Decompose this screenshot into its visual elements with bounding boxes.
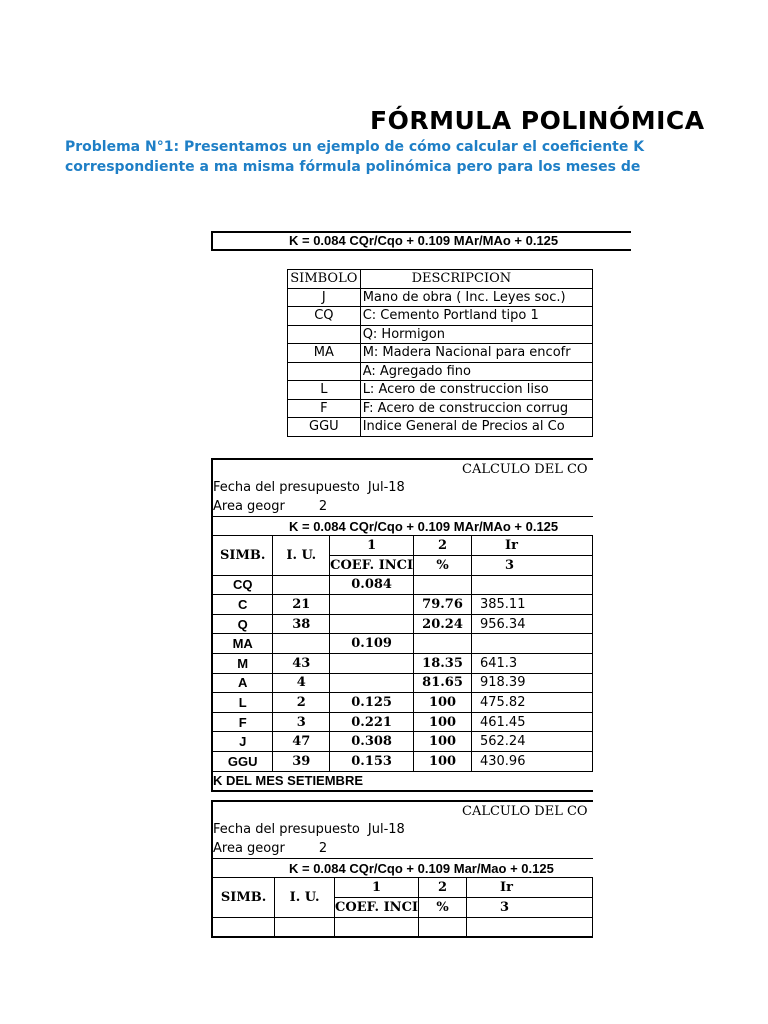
main-formula: K = 0.084 CQr/Cqo + 0.109 MAr/MAo + 0.125 [211, 231, 631, 251]
table-row [212, 575, 593, 595]
symbol-cell: MA [288, 344, 361, 363]
iu-cell [275, 917, 335, 937]
col-iu-header: I. U. [273, 536, 330, 575]
iu-cell: 21 [273, 595, 330, 615]
calc-col-header-row-1 [212, 878, 593, 898]
index-cell: 956.34 [471, 614, 592, 634]
col3-number: Ir [466, 878, 592, 898]
coef-cell: 0.084 [330, 575, 414, 595]
symbol-cell [288, 325, 361, 344]
index-cell: 475.82 [471, 693, 592, 713]
table-row [288, 399, 593, 418]
simb-cell: MA [212, 634, 273, 654]
percent-cell: 79.76 [414, 595, 472, 615]
col-symbol-header: SIMBOLO [288, 270, 361, 289]
k-month-label: K DEL MES SETIEMBRE [212, 771, 593, 791]
col1-number: 1 [330, 536, 414, 556]
calc-formula-row [212, 516, 593, 536]
description-cell: Q: Hormigon [360, 325, 592, 344]
table-row [212, 732, 593, 752]
coef-cell: 0.125 [330, 693, 414, 713]
col1-number: 1 [335, 878, 419, 898]
col2-sub: % [414, 555, 472, 575]
table-row [212, 595, 593, 615]
k-month-row [212, 771, 593, 791]
table-row [288, 307, 593, 326]
area-cell [212, 839, 593, 858]
coef-cell: 0.308 [330, 732, 414, 752]
table-row [212, 712, 593, 732]
table-row [212, 634, 593, 654]
symbol-cell: L [288, 381, 361, 400]
calc-formula: K = 0.084 CQr/Cqo + 0.109 Mar/Mao + 0.125 [212, 858, 593, 878]
col-description-header: DESCRIPCION [360, 270, 592, 289]
calc-header-row [212, 459, 593, 479]
coef-cell: 0.221 [330, 712, 414, 732]
col-simb-header: SIMB. [212, 536, 273, 575]
index-cell: 562.24 [471, 732, 592, 752]
calc-header-title: CALCULO DEL CO [212, 801, 593, 821]
iu-cell: 3 [273, 712, 330, 732]
coef-cell [330, 653, 414, 673]
simb-cell: GGU [212, 751, 273, 771]
percent-cell: 20.24 [414, 614, 472, 634]
budget-date-row [212, 821, 593, 840]
iu-cell: 43 [273, 653, 330, 673]
table-row [212, 751, 593, 771]
col1-sub: COEF. INCI [335, 897, 419, 917]
symbol-cell: J [288, 288, 361, 307]
area-label: Area geogr [213, 840, 285, 856]
percent-cell: 100 [414, 751, 472, 771]
area-cell [212, 497, 593, 516]
symbol-table-header [288, 270, 593, 289]
percent-cell: 18.35 [414, 653, 472, 673]
symbol-cell: F [288, 399, 361, 418]
col-iu-header: I. U. [275, 878, 335, 917]
col3-sub: 3 [471, 555, 592, 575]
budget-date-row [212, 479, 593, 498]
col2-number: 2 [414, 536, 472, 556]
calc-formula: K = 0.084 CQr/Cqo + 0.109 MAr/MAo + 0.125 [212, 516, 593, 536]
description-cell: M: Madera Nacional para encofr [360, 344, 592, 363]
description-cell: F: Acero de construccion corrug [360, 399, 592, 418]
iu-cell: 2 [273, 693, 330, 713]
budget-date-label: Fecha del presupuesto [213, 480, 360, 496]
coef-cell [335, 917, 419, 937]
budget-date-label: Fecha del presupuesto [213, 822, 360, 838]
col3-number: Ir [471, 536, 592, 556]
coef-cell [330, 673, 414, 693]
iu-cell [273, 575, 330, 595]
table-row [212, 917, 593, 937]
calc-header-row [212, 801, 593, 821]
table-row [288, 362, 593, 381]
percent-cell [414, 575, 472, 595]
percent-cell [419, 917, 467, 937]
simb-cell: M [212, 653, 273, 673]
symbol-cell [288, 362, 361, 381]
area-value: 2 [318, 840, 328, 856]
calc-formula-row [212, 858, 593, 878]
percent-cell [414, 634, 472, 654]
iu-cell [273, 634, 330, 654]
area-row [212, 497, 593, 516]
symbol-cell: CQ [288, 307, 361, 326]
intro-line-1: Problema N°1: Presentamos un ejemplo de cómo calcular el coeficiente K [65, 139, 645, 155]
percent-cell: 100 [414, 732, 472, 752]
simb-cell: L [212, 693, 273, 713]
budget-date-cell [212, 821, 593, 840]
description-cell: Mano de obra ( Inc. Leyes soc.) [360, 288, 592, 307]
area-label: Area geogr [213, 498, 285, 514]
col-simb-header: SIMB. [212, 878, 275, 917]
table-row [288, 325, 593, 344]
budget-date-value: Jul-18 [367, 480, 405, 496]
coef-cell: 0.153 [330, 751, 414, 771]
table-row [212, 653, 593, 673]
calc-header-title: CALCULO DEL CO [212, 459, 593, 479]
index-cell: 918.39 [471, 673, 592, 693]
iu-cell: 4 [273, 673, 330, 693]
col2-sub: % [419, 897, 467, 917]
table-row [212, 614, 593, 634]
simb-cell: C [212, 595, 273, 615]
index-cell: 461.45 [471, 712, 592, 732]
calc-table-1 [211, 458, 593, 792]
index-cell [471, 575, 592, 595]
table-row [212, 693, 593, 713]
index-cell [466, 917, 592, 937]
table-row [288, 381, 593, 400]
budget-date-value: Jul-18 [367, 822, 405, 838]
index-cell: 641.3 [471, 653, 592, 673]
index-cell: 385.11 [471, 595, 592, 615]
intro-line-2: correspondiente a ma misma fórmula polinómica pero para los meses de [65, 159, 641, 175]
percent-cell: 81.65 [414, 673, 472, 693]
coef-cell: 0.109 [330, 634, 414, 654]
page-title: FÓRMULA POLINÓMICA [370, 106, 705, 135]
iu-cell: 47 [273, 732, 330, 752]
col2-number: 2 [419, 878, 467, 898]
calc-col-header-row-1 [212, 536, 593, 556]
percent-cell: 100 [414, 712, 472, 732]
description-cell: A: Agregado fino [360, 362, 592, 381]
table-row [288, 288, 593, 307]
simb-cell: A [212, 673, 273, 693]
table-row [212, 673, 593, 693]
simb-cell [212, 917, 275, 937]
area-value: 2 [318, 498, 328, 514]
simb-cell: Q [212, 614, 273, 634]
simb-cell: CQ [212, 575, 273, 595]
col3-sub: 3 [466, 897, 592, 917]
description-cell: C: Cemento Portland tipo 1 [360, 307, 592, 326]
area-row [212, 839, 593, 858]
description-cell: L: Acero de construccion liso [360, 381, 592, 400]
symbol-table [287, 269, 593, 437]
simb-cell: J [212, 732, 273, 752]
col1-sub: COEF. INCI [330, 555, 414, 575]
coef-cell [330, 595, 414, 615]
budget-date-cell [212, 479, 593, 498]
symbol-cell: GGU [288, 418, 361, 437]
index-cell: 430.96 [471, 751, 592, 771]
iu-cell: 39 [273, 751, 330, 771]
description-cell: Indice General de Precios al Co [360, 418, 592, 437]
table-row [288, 418, 593, 437]
iu-cell: 38 [273, 614, 330, 634]
simb-cell: F [212, 712, 273, 732]
calc-table-2 [211, 800, 593, 938]
table-row [288, 344, 593, 363]
index-cell [471, 634, 592, 654]
coef-cell [330, 614, 414, 634]
percent-cell: 100 [414, 693, 472, 713]
